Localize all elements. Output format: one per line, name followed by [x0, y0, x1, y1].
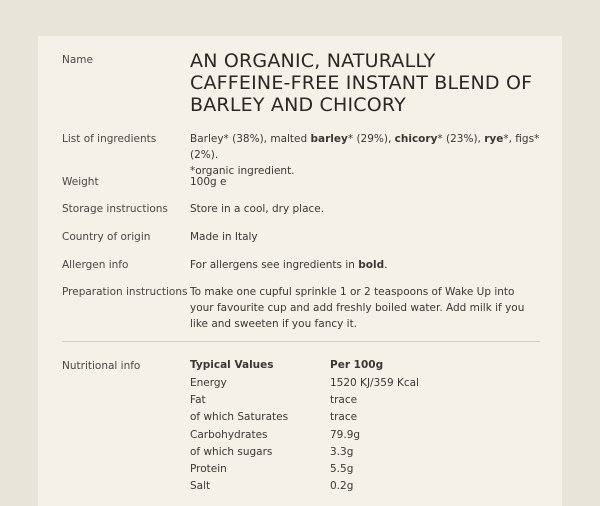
nutrition-row-name: of which sugars [190, 446, 273, 458]
section-divider [62, 341, 540, 342]
nutrition-row-value: 3.3g [330, 446, 354, 458]
nutrition-row-name: Energy [190, 377, 227, 389]
nutrition-header-per100g: Per 100g [330, 359, 384, 371]
ingredients-label: List of ingredients [62, 133, 157, 145]
nutrition-row-value: trace [330, 394, 358, 406]
ingredients-value [190, 131, 540, 179]
nutrition-row-name: Carbohydrates [190, 429, 268, 441]
nutrition-row-name: of which Saturates [190, 411, 289, 423]
allergen-text: For allergens see ingredients in [190, 259, 359, 271]
ingredient-rye-bold: rye [484, 133, 504, 145]
storage-value: Store in a cool, dry place. [190, 203, 325, 215]
ingredients-text-4: *, figs* (2%). [190, 133, 540, 161]
nutrition-row-name: Fat [190, 394, 206, 406]
allergen-suffix: . [384, 259, 388, 271]
name-label: Name [62, 54, 93, 66]
nutrition-label: Nutritional info [62, 360, 141, 372]
nutrition-row-value: 0.2g [330, 480, 354, 492]
ingredients-note: *organic ingredient. [190, 165, 295, 177]
origin-value: Made in Italy [190, 231, 258, 243]
storage-label: Storage instructions [62, 203, 168, 215]
origin-label: Country of origin [62, 231, 151, 243]
nutrition-row-value: 1520 KJ/359 Kcal [330, 377, 419, 389]
nutrition-header-typical: Typical Values [190, 359, 274, 371]
product-name: AN ORGANIC, NATURALLY CAFFEINE-FREE INSTANT BLEND OF BARLEY AND CHICORY [190, 50, 533, 116]
allergen-label: Allergen info [62, 259, 129, 271]
nutrition-row-value: 79.9g [330, 429, 361, 441]
ingredients-text-3: * (23%), [437, 133, 485, 145]
ingredient-barley-bold: barley [310, 133, 348, 145]
weight-label: Weight [62, 176, 99, 188]
nutrition-row-name: Protein [190, 463, 227, 475]
allergen-value [190, 257, 540, 273]
ingredients-text-1: Barley* (38%), malted [190, 133, 311, 145]
nutrition-row-name: Salt [190, 480, 211, 492]
nutrition-row-value: trace [330, 411, 358, 423]
preparation-label: Preparation instructions [62, 286, 188, 298]
preparation-value: To make one cupful sprinkle 1 or 2 teaspoons of Wake Up into your favourite cup and add freshly boiled water. Add milk if you like and sweeten if you fancy it. [190, 286, 525, 330]
ingredients-text-2: * (29%), [347, 133, 395, 145]
ingredient-chicory-bold: chicory [394, 133, 438, 145]
allergen-bold: bold [358, 259, 385, 271]
nutrition-row-value: 5.5g [330, 463, 354, 475]
weight-value: 100g e [190, 176, 227, 188]
